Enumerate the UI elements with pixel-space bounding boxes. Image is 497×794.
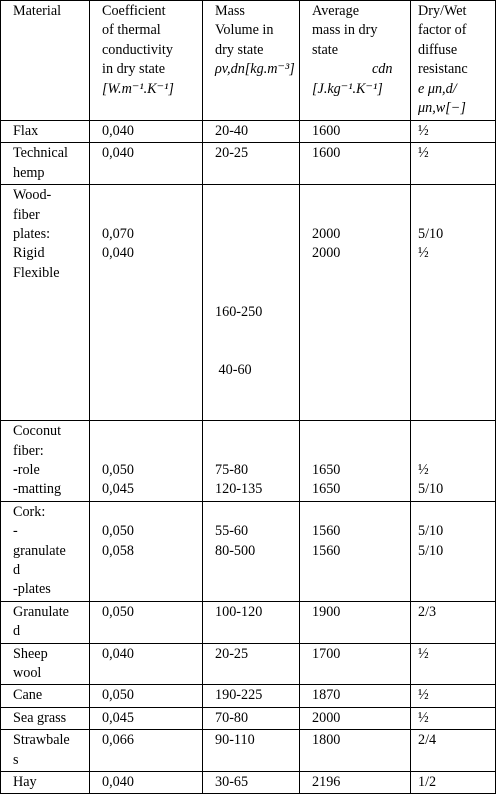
mass-volume-cell: 20-25 bbox=[203, 143, 300, 185]
mass-volume-cell: 70-80 bbox=[203, 707, 300, 729]
average-mass-cell: 1600 bbox=[300, 143, 411, 185]
table-row bbox=[1, 643, 496, 685]
table-row bbox=[1, 601, 496, 643]
average-mass-cell: 1900 bbox=[300, 601, 411, 643]
average-mass-cell: 2196 bbox=[300, 772, 411, 794]
mass-volume-cell: 160-250 40-60 bbox=[203, 185, 300, 421]
table-row bbox=[1, 501, 496, 601]
material-cell: Flax bbox=[1, 121, 90, 143]
table-row bbox=[1, 185, 496, 421]
average-mass-cell: 2000 bbox=[300, 707, 411, 729]
table-row bbox=[1, 772, 496, 794]
header-material: Material bbox=[1, 1, 90, 121]
table-row bbox=[1, 685, 496, 707]
mass-volume-cell: 75-80 120-135 bbox=[203, 421, 300, 502]
factor-cell: 1/2 bbox=[411, 772, 496, 794]
average-mass-cell: 1650 1650 bbox=[300, 421, 411, 502]
conductivity-cell: 0,045 bbox=[90, 707, 203, 729]
header-diffuse-factor: Dry/Wet factor of diffuse resistanc e μn,d/ μn,w[−] bbox=[411, 1, 496, 121]
average-mass-cell: 1870 bbox=[300, 685, 411, 707]
material-cell: Wood- fiber plates: Rigid Flexible bbox=[1, 185, 90, 421]
factor-cell: ½ bbox=[411, 143, 496, 185]
average-mass-cell: 1700 bbox=[300, 643, 411, 685]
mass-volume-cell: 100-120 bbox=[203, 601, 300, 643]
material-cell: Cork: - granulate d -plates bbox=[1, 501, 90, 601]
conductivity-cell: 0,040 bbox=[90, 121, 203, 143]
factor-cell: ½ bbox=[411, 643, 496, 685]
average-mass-cell: 1560 1560 bbox=[300, 501, 411, 601]
conductivity-cell: 0,050 0,058 bbox=[90, 501, 203, 601]
material-cell: Granulate d bbox=[1, 601, 90, 643]
material-cell: Technical hemp bbox=[1, 143, 90, 185]
material-cell: Sea grass bbox=[1, 707, 90, 729]
table-row bbox=[1, 121, 496, 143]
conductivity-cell: 0,066 bbox=[90, 730, 203, 772]
conductivity-cell: 0,040 bbox=[90, 643, 203, 685]
average-mass-cell: 1600 bbox=[300, 121, 411, 143]
conductivity-cell: 0,050 0,045 bbox=[90, 421, 203, 502]
material-cell: Cane bbox=[1, 685, 90, 707]
material-cell: Hay bbox=[1, 772, 90, 794]
factor-cell: ½ bbox=[411, 707, 496, 729]
average-mass-cell: 1800 bbox=[300, 730, 411, 772]
mass-volume-cell: 30-65 bbox=[203, 772, 300, 794]
header-mass-volume: Mass Volume in dry state ρv,dn[kg.m⁻³] bbox=[203, 1, 300, 121]
factor-cell: 2/3 bbox=[411, 601, 496, 643]
conductivity-cell: 0,070 0,040 bbox=[90, 185, 203, 421]
header-average-mass: Average mass in dry state cdn [J.kg⁻¹.K⁻¹] bbox=[300, 1, 411, 121]
header-row bbox=[1, 1, 496, 121]
material-cell: Coconut fiber: -role -matting bbox=[1, 421, 90, 502]
factor-cell: 2/4 bbox=[411, 730, 496, 772]
factor-cell: ½ bbox=[411, 685, 496, 707]
conductivity-cell: 0,040 bbox=[90, 772, 203, 794]
mass-volume-cell: 20-25 bbox=[203, 643, 300, 685]
table-row bbox=[1, 143, 496, 185]
table-row bbox=[1, 707, 496, 729]
material-cell: Strawbale s bbox=[1, 730, 90, 772]
factor-cell: ½ 5/10 bbox=[411, 421, 496, 502]
table-row bbox=[1, 421, 496, 502]
mass-volume-cell: 20-40 bbox=[203, 121, 300, 143]
header-conductivity: Coefficient of thermal conductivity in dry state [W.m⁻¹.K⁻¹] bbox=[90, 1, 203, 121]
conductivity-cell: 0,050 bbox=[90, 601, 203, 643]
conductivity-cell: 0,050 bbox=[90, 685, 203, 707]
mass-volume-cell: 55-60 80-500 bbox=[203, 501, 300, 601]
factor-cell: ½ bbox=[411, 121, 496, 143]
factor-cell: 5/10 ½ bbox=[411, 185, 496, 421]
mass-volume-cell: 90-110 bbox=[203, 730, 300, 772]
factor-cell: 5/10 5/10 bbox=[411, 501, 496, 601]
mass-volume-cell: 190-225 bbox=[203, 685, 300, 707]
table-row bbox=[1, 730, 496, 772]
conductivity-cell: 0,040 bbox=[90, 143, 203, 185]
material-cell: Sheep wool bbox=[1, 643, 90, 685]
average-mass-cell: 2000 2000 bbox=[300, 185, 411, 421]
